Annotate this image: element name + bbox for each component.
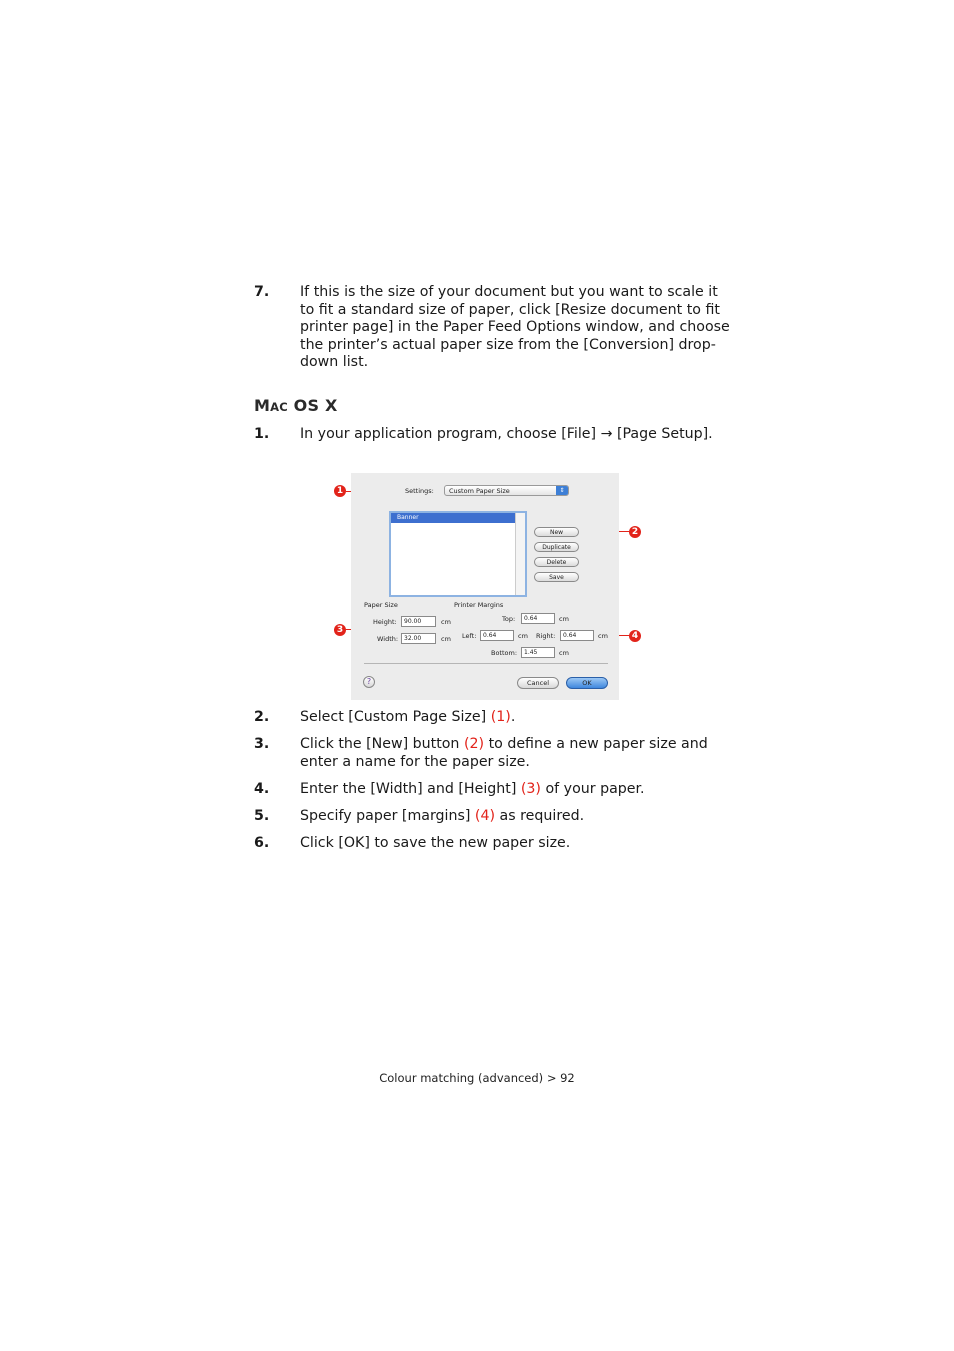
printer-margins-label: Printer Margins xyxy=(454,601,504,609)
step-text xyxy=(300,808,730,826)
step-text-part: . xyxy=(510,709,516,725)
settings-label: Settings: xyxy=(405,487,434,495)
step-text xyxy=(300,781,730,799)
step-text: If this is the size of your document but you want to scale it to fit a standard size of paper, click [Resize document to fit printer page] in the Paper Feed Options window, and choose the printer’s actual paper size from the [Conversion] drop-down list. xyxy=(300,284,730,370)
callout-1: 1 xyxy=(334,485,346,497)
step-number: 6. xyxy=(254,835,270,851)
step-text-part: to define a new paper size and enter a name for the paper size. xyxy=(300,736,708,770)
right-unit: cm xyxy=(598,632,608,640)
step-number: 4. xyxy=(254,781,270,797)
custom-paper-size-dialog xyxy=(351,473,619,700)
settings-value: Custom Paper Size xyxy=(449,487,510,495)
step-number: 2. xyxy=(254,709,270,725)
top-unit: cm xyxy=(559,615,569,623)
width-field[interactable]: 32.00 xyxy=(401,633,436,644)
step-text xyxy=(300,736,730,771)
popup-arrow-icon: ⇕ xyxy=(556,486,568,495)
top-field[interactable]: 0.64 xyxy=(521,613,555,624)
right-label: Right: xyxy=(536,632,556,640)
step-text-part: as required. xyxy=(495,808,585,824)
callout-3: 3 xyxy=(334,624,346,636)
ok-button[interactable]: OK xyxy=(566,677,608,689)
heading-first: M xyxy=(254,396,271,415)
left-unit: cm xyxy=(518,632,528,640)
divider xyxy=(364,663,608,664)
right-field[interactable]: 0.64 xyxy=(560,630,594,641)
cancel-button[interactable]: Cancel xyxy=(517,677,559,689)
step-text xyxy=(300,709,730,727)
width-unit: cm xyxy=(441,635,451,643)
save-button[interactable]: Save xyxy=(534,572,579,582)
delete-button[interactable]: Delete xyxy=(534,557,579,567)
settings-popup[interactable] xyxy=(444,485,569,496)
step-text-part: Enter the [Width] and [Height] xyxy=(300,781,521,797)
step-number: 5. xyxy=(254,808,270,824)
step-text-part: Click the [New] button xyxy=(300,736,464,752)
page-footer: Colour matching (advanced) > 92 xyxy=(379,1071,575,1085)
list-scrollbar[interactable] xyxy=(515,513,525,595)
step-number: 1. xyxy=(254,426,270,442)
step-text-part: of your paper. xyxy=(540,781,645,797)
height-field[interactable]: 90.00 xyxy=(401,616,436,627)
callout-4: 4 xyxy=(629,630,641,642)
paper-size-label: Paper Size xyxy=(364,601,398,609)
height-unit: cm xyxy=(441,618,451,626)
step-number: 3. xyxy=(254,736,270,752)
left-label: Left: xyxy=(462,632,477,640)
reference-number: (4) xyxy=(474,808,496,824)
heading-rest: OS X xyxy=(287,396,338,415)
step-text: In your application program, choose [File] → [Page Setup]. xyxy=(300,426,713,442)
list-item[interactable]: Banner xyxy=(391,513,518,523)
help-icon[interactable]: ? xyxy=(363,676,375,688)
step-text xyxy=(300,835,730,853)
duplicate-button[interactable]: Duplicate xyxy=(534,542,579,552)
height-label: Height: xyxy=(373,618,397,626)
reference-number: (1) xyxy=(490,709,511,725)
section-heading xyxy=(254,396,337,415)
bottom-label: Bottom: xyxy=(491,649,518,657)
step-number: 7. xyxy=(254,284,270,300)
reference-number: (3) xyxy=(520,781,541,797)
paper-size-list[interactable] xyxy=(389,511,527,597)
bottom-field[interactable]: 1.45 xyxy=(521,647,555,658)
step-text-part: Select [Custom Page Size] xyxy=(300,709,491,725)
left-field[interactable]: 0.64 xyxy=(480,630,514,641)
callout-2: 2 xyxy=(629,526,641,538)
width-label: Width: xyxy=(377,635,399,643)
top-label: Top: xyxy=(502,615,516,623)
heading-small: AC xyxy=(270,400,288,414)
bottom-unit: cm xyxy=(559,649,569,657)
reference-number: (2) xyxy=(463,736,485,752)
step-text-part: Click [OK] to save the new paper size. xyxy=(300,835,571,851)
new-button[interactable]: New xyxy=(534,527,579,537)
step-text-part: Specify paper [margins] xyxy=(300,808,475,824)
